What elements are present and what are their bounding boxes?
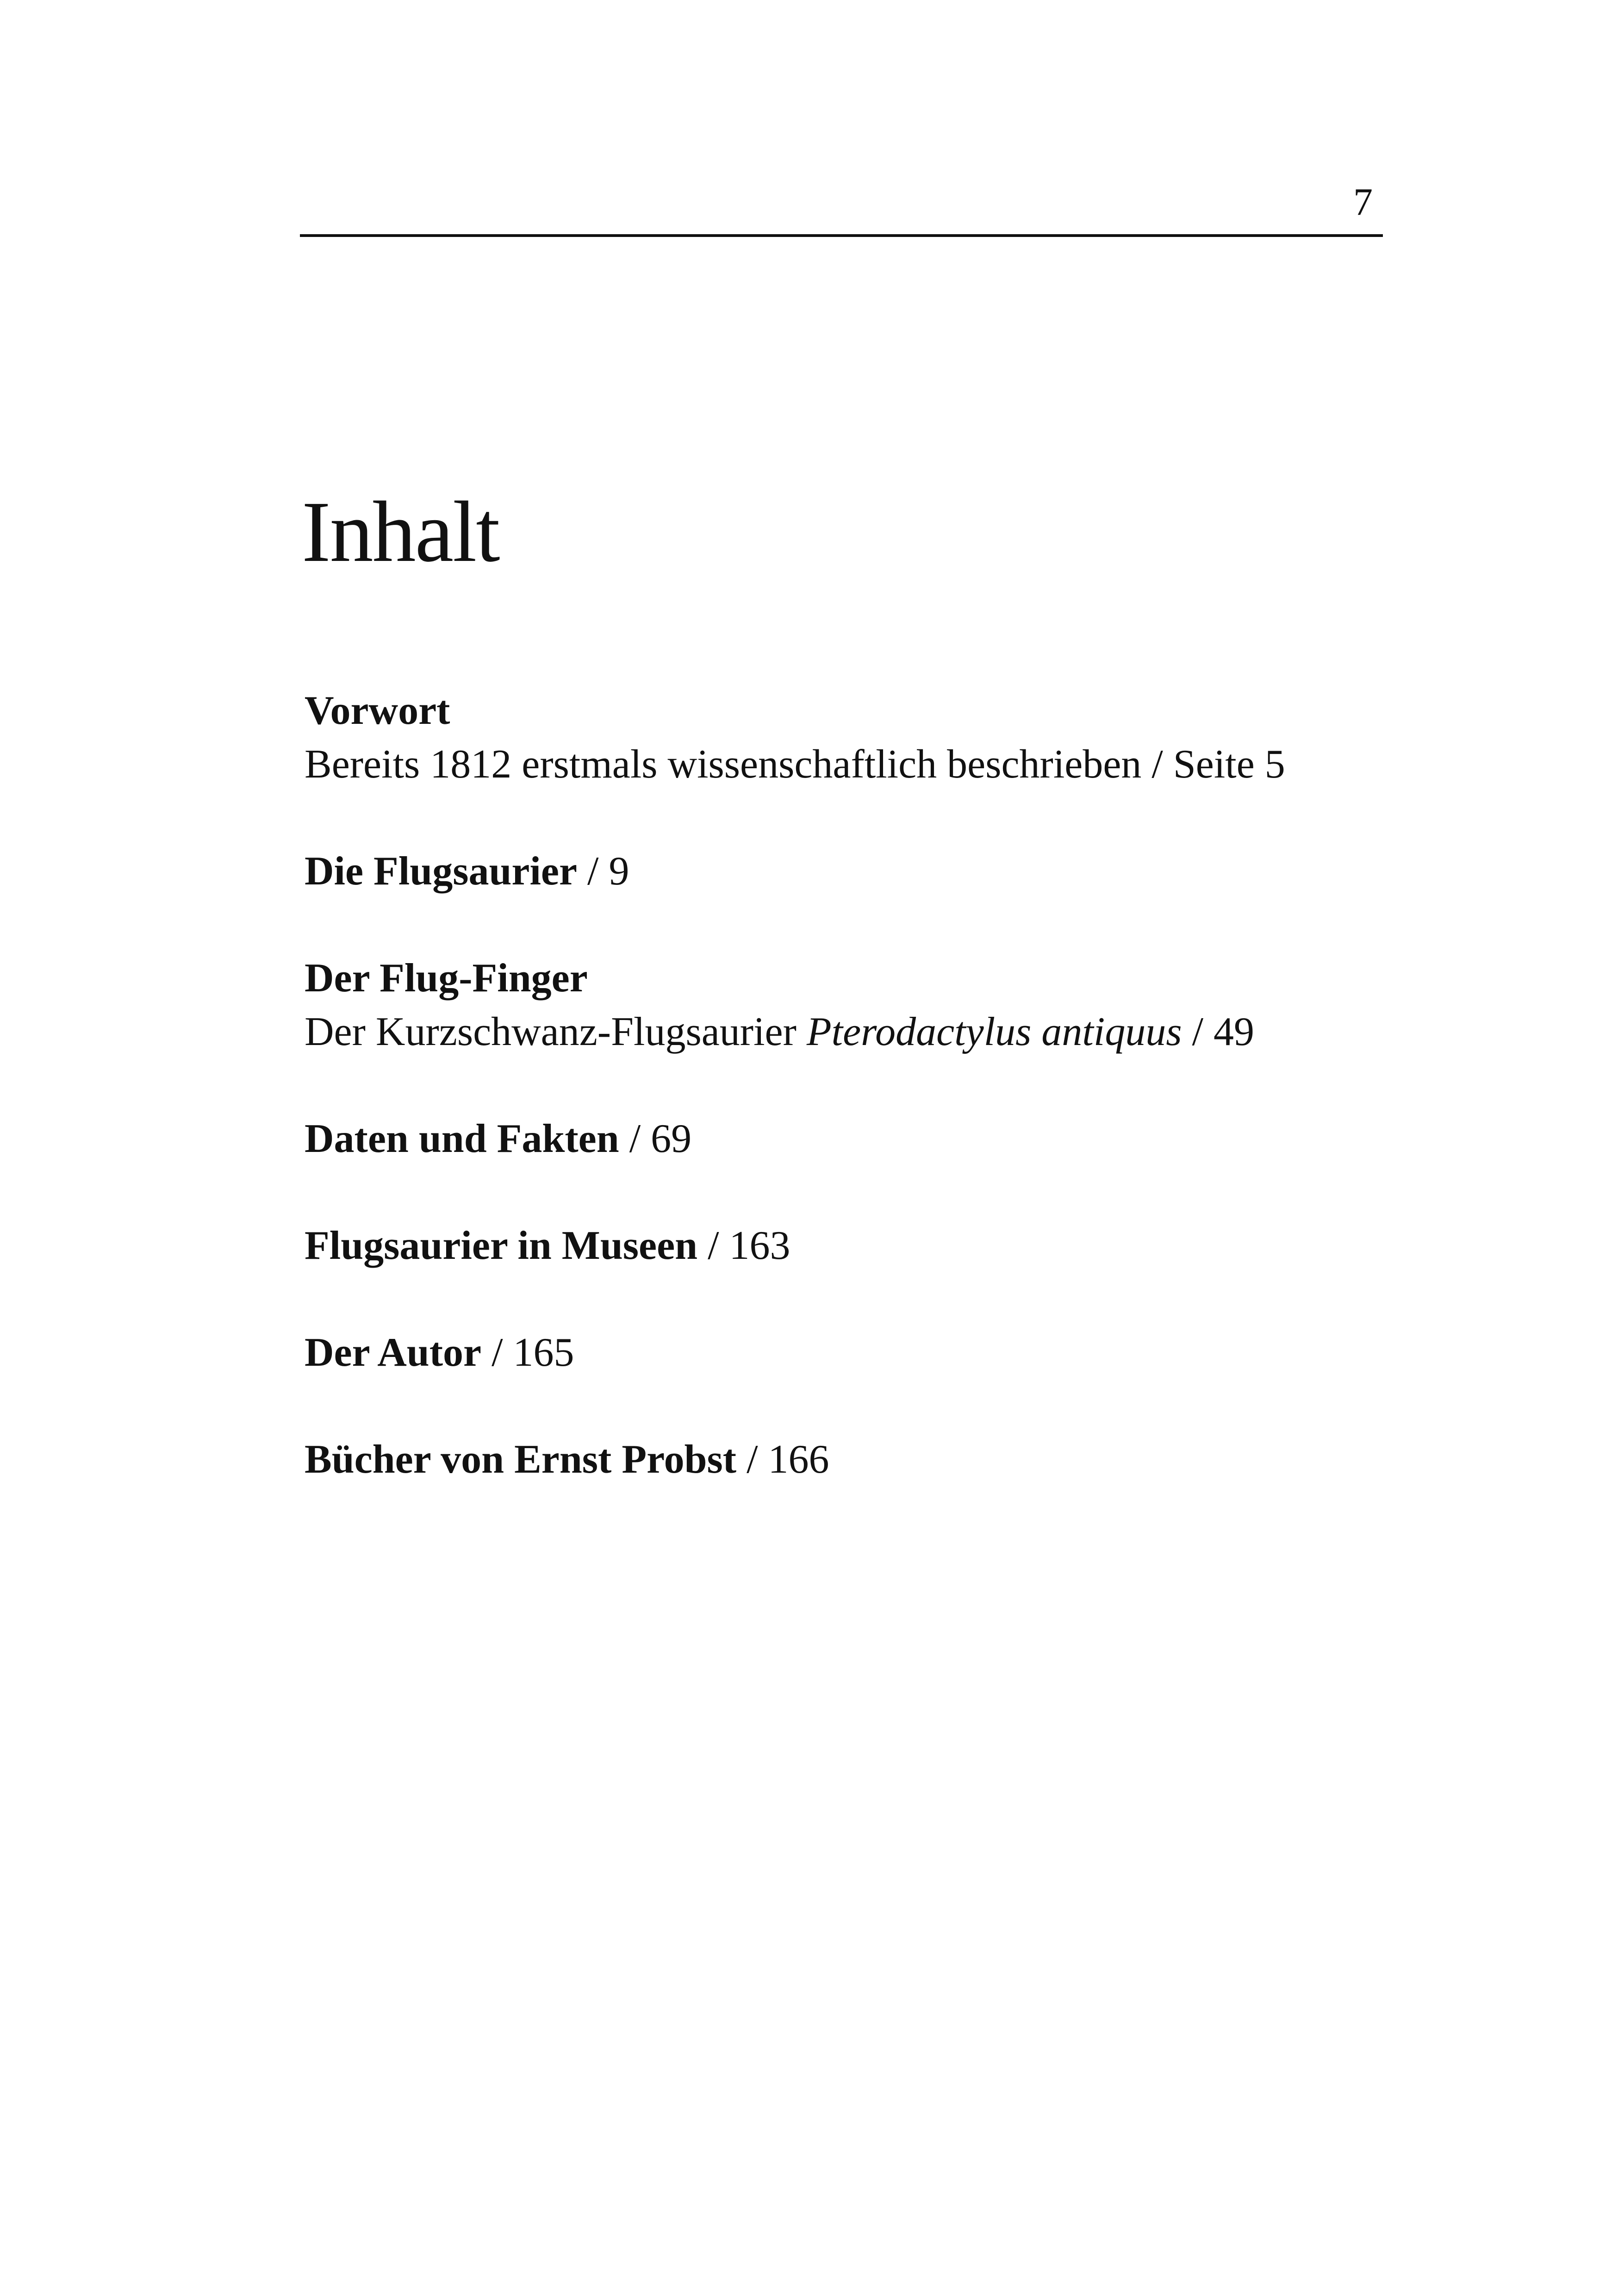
toc-entry-buecher-von-ernst-probst[interactable] — [305, 1433, 1610, 1487]
toc-heading: Die Flugsaurier — [305, 849, 578, 894]
toc-separator: / — [697, 1223, 729, 1268]
toc-page-ref: 166 — [768, 1437, 829, 1482]
toc-entry-flugsaurier-in-museen[interactable] — [305, 1219, 1610, 1273]
toc-subtitle: Bereits 1812 erstmals wissenschaftlich beschrieben — [305, 742, 1142, 787]
page-title: Inhalt — [302, 483, 499, 580]
table-of-contents — [305, 684, 1610, 1540]
toc-separator: / — [481, 1330, 513, 1375]
toc-separator: / — [1182, 1009, 1214, 1054]
toc-entry-die-flugsaurier[interactable] — [305, 845, 1610, 898]
toc-subtitle-line — [305, 1005, 1610, 1059]
toc-separator: / — [1141, 742, 1173, 787]
toc-heading: Bücher von Ernst Probst — [305, 1437, 737, 1482]
toc-separator: / — [619, 1116, 651, 1161]
toc-heading: Der Flug-Finger — [305, 956, 588, 1001]
toc-entry-der-flug-finger[interactable] — [305, 952, 1610, 1059]
toc-subtitle-italic: Pterodactylus antiquus — [806, 1009, 1182, 1054]
toc-heading: Der Autor — [305, 1330, 482, 1375]
toc-page-ref: 69 — [651, 1116, 692, 1161]
toc-page-ref: 163 — [729, 1223, 790, 1268]
toc-heading: Flugsaurier in Museen — [305, 1223, 698, 1268]
toc-separator: / — [577, 849, 609, 894]
toc-page-ref: Seite 5 — [1173, 742, 1285, 787]
toc-page-ref: 9 — [609, 849, 629, 894]
toc-entry-der-autor[interactable] — [305, 1326, 1610, 1380]
toc-page-ref: 165 — [513, 1330, 574, 1375]
toc-subtitle-line — [305, 738, 1610, 791]
toc-heading: Daten und Fakten — [305, 1116, 619, 1161]
toc-heading: Vorwort — [305, 688, 450, 733]
toc-entry-daten-und-fakten[interactable] — [305, 1112, 1610, 1166]
header-rule — [300, 234, 1383, 237]
toc-separator: / — [736, 1437, 768, 1482]
toc-page-ref: 49 — [1214, 1009, 1255, 1054]
toc-entry-vorwort[interactable] — [305, 684, 1610, 791]
toc-subtitle: Der Kurzschwanz-Flugsaurier — [305, 1009, 807, 1054]
page-number: 7 — [1353, 180, 1373, 224]
